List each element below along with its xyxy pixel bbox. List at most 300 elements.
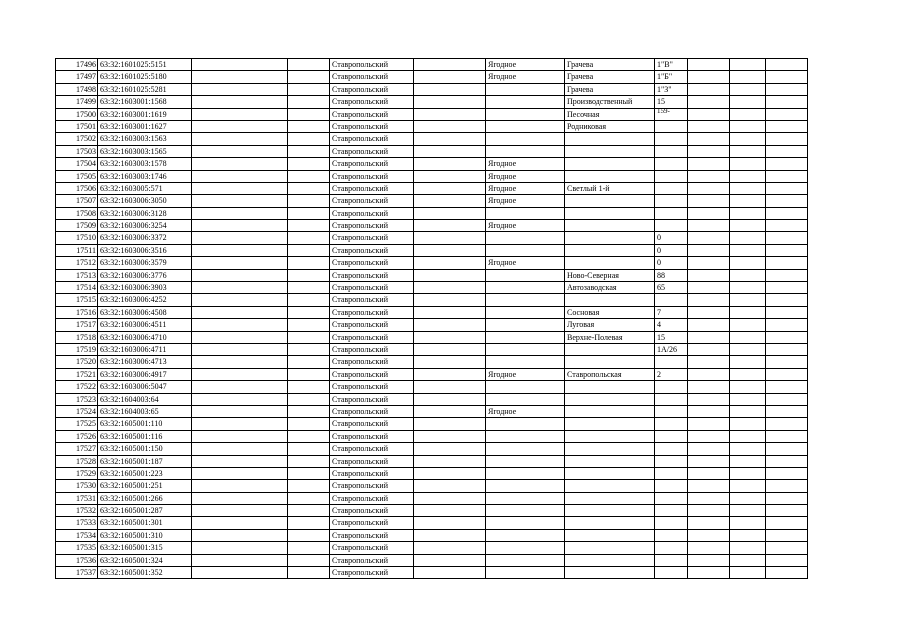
cadastral-number-cell: 63:32:1603006:4711 bbox=[98, 343, 192, 355]
cadastral-number-cell: 63:32:1605001:324 bbox=[98, 554, 192, 566]
row-number-cell: 17501 bbox=[56, 120, 98, 132]
empty-cell bbox=[730, 393, 766, 405]
cadastral-number-cell: 63:32:1603006:3516 bbox=[98, 244, 192, 256]
empty-cell bbox=[414, 108, 486, 120]
empty-cell bbox=[414, 343, 486, 355]
empty-cell bbox=[688, 418, 730, 430]
table-row bbox=[56, 554, 808, 566]
empty-cell bbox=[414, 244, 486, 256]
empty-cell bbox=[192, 443, 288, 455]
village-cell: Ягодное bbox=[486, 368, 565, 380]
empty-cell bbox=[730, 430, 766, 442]
empty-cell bbox=[730, 405, 766, 417]
empty-cell bbox=[414, 232, 486, 244]
street-cell bbox=[565, 443, 655, 455]
cadastral-number-cell: 63:32:1605001:116 bbox=[98, 430, 192, 442]
village-cell bbox=[486, 356, 565, 368]
empty-cell bbox=[192, 343, 288, 355]
empty-cell bbox=[414, 443, 486, 455]
empty-cell bbox=[288, 381, 330, 393]
empty-cell bbox=[766, 120, 808, 132]
house-cell bbox=[655, 443, 688, 455]
street-cell bbox=[565, 430, 655, 442]
cadastral-number-cell: 63:32:1603001:1619 bbox=[98, 108, 192, 120]
row-number-cell: 17511 bbox=[56, 244, 98, 256]
empty-cell bbox=[730, 443, 766, 455]
empty-cell bbox=[288, 517, 330, 529]
row-number-cell: 17534 bbox=[56, 529, 98, 541]
table-row bbox=[56, 232, 808, 244]
table-row bbox=[56, 108, 808, 120]
empty-cell bbox=[688, 430, 730, 442]
street-cell bbox=[565, 492, 655, 504]
empty-cell bbox=[414, 517, 486, 529]
table-row bbox=[56, 71, 808, 83]
table-row bbox=[56, 158, 808, 170]
district-cell: Ставропольский bbox=[330, 108, 414, 120]
cadastral-number-cell: 63:32:1604003:65 bbox=[98, 405, 192, 417]
village-cell bbox=[486, 480, 565, 492]
empty-cell bbox=[414, 220, 486, 232]
row-number-cell: 17520 bbox=[56, 356, 98, 368]
empty-cell bbox=[730, 331, 766, 343]
row-number-cell: 17504 bbox=[56, 158, 98, 170]
table-row bbox=[56, 319, 808, 331]
empty-cell bbox=[414, 120, 486, 132]
district-cell: Ставропольский bbox=[330, 158, 414, 170]
house-cell bbox=[655, 393, 688, 405]
empty-cell bbox=[730, 542, 766, 554]
empty-cell bbox=[688, 120, 730, 132]
table-row bbox=[56, 430, 808, 442]
row-number-cell: 17498 bbox=[56, 83, 98, 95]
empty-cell bbox=[730, 257, 766, 269]
house-cell: 4 bbox=[655, 319, 688, 331]
empty-cell bbox=[192, 120, 288, 132]
row-number-cell: 17496 bbox=[56, 59, 98, 71]
cadastral-number-cell: 63:32:1603003:1746 bbox=[98, 170, 192, 182]
empty-cell bbox=[192, 220, 288, 232]
empty-cell bbox=[414, 182, 486, 194]
row-number-cell: 17525 bbox=[56, 418, 98, 430]
empty-cell bbox=[288, 207, 330, 219]
empty-cell bbox=[414, 71, 486, 83]
empty-cell bbox=[414, 393, 486, 405]
district-cell: Ставропольский bbox=[330, 133, 414, 145]
house-cell bbox=[655, 195, 688, 207]
empty-cell bbox=[730, 343, 766, 355]
empty-cell bbox=[414, 145, 486, 157]
district-cell: Ставропольский bbox=[330, 405, 414, 417]
cadastral-number-cell: 63:32:1605001:223 bbox=[98, 467, 192, 479]
empty-cell bbox=[414, 195, 486, 207]
district-cell: Ставропольский bbox=[330, 443, 414, 455]
village-cell bbox=[486, 319, 565, 331]
empty-cell bbox=[766, 505, 808, 517]
empty-cell bbox=[688, 207, 730, 219]
cadastral-number-cell: 63:32:1603003:1578 bbox=[98, 158, 192, 170]
street-cell bbox=[565, 467, 655, 479]
row-number-cell: 17529 bbox=[56, 467, 98, 479]
empty-cell bbox=[288, 467, 330, 479]
empty-cell bbox=[414, 269, 486, 281]
row-number-cell: 17524 bbox=[56, 405, 98, 417]
empty-cell bbox=[192, 331, 288, 343]
empty-cell bbox=[730, 492, 766, 504]
empty-cell bbox=[688, 480, 730, 492]
cadastral-number-cell: 63:32:1603006:3903 bbox=[98, 282, 192, 294]
empty-cell bbox=[192, 368, 288, 380]
street-cell: Производственный bbox=[565, 96, 655, 108]
empty-cell bbox=[414, 158, 486, 170]
empty-cell bbox=[730, 83, 766, 95]
empty-cell bbox=[192, 282, 288, 294]
village-cell bbox=[486, 381, 565, 393]
cadastral-number-cell: 63:32:1601025:5180 bbox=[98, 71, 192, 83]
empty-cell bbox=[288, 182, 330, 194]
cadastral-number-cell: 63:32:1603006:3776 bbox=[98, 269, 192, 281]
table-row bbox=[56, 207, 808, 219]
empty-cell bbox=[288, 108, 330, 120]
empty-cell bbox=[414, 331, 486, 343]
empty-cell bbox=[730, 306, 766, 318]
street-cell: Грачева bbox=[565, 71, 655, 83]
empty-cell bbox=[766, 405, 808, 417]
village-cell bbox=[486, 492, 565, 504]
empty-cell bbox=[288, 505, 330, 517]
empty-cell bbox=[192, 257, 288, 269]
district-cell: Ставропольский bbox=[330, 517, 414, 529]
empty-cell bbox=[288, 96, 330, 108]
cadastral-number-cell: 63:32:1603001:1568 bbox=[98, 96, 192, 108]
district-cell: Ставропольский bbox=[330, 71, 414, 83]
table-row bbox=[56, 505, 808, 517]
empty-cell bbox=[730, 108, 766, 120]
cadastral-number-cell: 63:32:1604003:64 bbox=[98, 393, 192, 405]
district-cell: Ставропольский bbox=[330, 529, 414, 541]
street-cell bbox=[565, 567, 655, 579]
empty-cell bbox=[730, 71, 766, 83]
table-row bbox=[56, 269, 808, 281]
empty-cell bbox=[288, 455, 330, 467]
street-cell bbox=[565, 381, 655, 393]
village-cell bbox=[486, 244, 565, 256]
house-cell bbox=[655, 182, 688, 194]
house-cell bbox=[655, 517, 688, 529]
row-number-cell: 17509 bbox=[56, 220, 98, 232]
empty-cell bbox=[192, 455, 288, 467]
empty-cell bbox=[414, 133, 486, 145]
district-cell: Ставропольский bbox=[330, 195, 414, 207]
village-cell bbox=[486, 207, 565, 219]
row-number-cell: 17507 bbox=[56, 195, 98, 207]
empty-cell bbox=[414, 430, 486, 442]
empty-cell bbox=[288, 59, 330, 71]
row-number-cell: 17521 bbox=[56, 368, 98, 380]
empty-cell bbox=[192, 517, 288, 529]
empty-cell bbox=[192, 356, 288, 368]
row-number-cell: 17528 bbox=[56, 455, 98, 467]
empty-cell bbox=[688, 393, 730, 405]
empty-cell bbox=[688, 368, 730, 380]
empty-cell bbox=[730, 158, 766, 170]
empty-cell bbox=[288, 368, 330, 380]
empty-cell bbox=[730, 455, 766, 467]
table-row bbox=[56, 133, 808, 145]
village-cell: Ягодное bbox=[486, 405, 565, 417]
street-cell bbox=[565, 195, 655, 207]
empty-cell bbox=[688, 467, 730, 479]
house-cell bbox=[655, 480, 688, 492]
empty-cell bbox=[766, 83, 808, 95]
empty-cell bbox=[766, 195, 808, 207]
empty-cell bbox=[688, 331, 730, 343]
empty-cell bbox=[688, 319, 730, 331]
row-number-cell: 17527 bbox=[56, 443, 98, 455]
village-cell bbox=[486, 120, 565, 132]
row-number-cell: 17533 bbox=[56, 517, 98, 529]
empty-cell bbox=[730, 120, 766, 132]
empty-cell bbox=[288, 257, 330, 269]
house-cell bbox=[655, 554, 688, 566]
street-cell bbox=[565, 244, 655, 256]
data-table bbox=[55, 58, 808, 579]
empty-cell bbox=[766, 393, 808, 405]
empty-cell bbox=[414, 405, 486, 417]
empty-cell bbox=[192, 306, 288, 318]
cadastral-number-cell: 63:32:1601025:5151 bbox=[98, 59, 192, 71]
district-cell: Ставропольский bbox=[330, 170, 414, 182]
row-number-cell: 17516 bbox=[56, 306, 98, 318]
empty-cell bbox=[766, 257, 808, 269]
table-row bbox=[56, 282, 808, 294]
empty-cell bbox=[414, 282, 486, 294]
row-number-cell: 17523 bbox=[56, 393, 98, 405]
empty-cell bbox=[288, 232, 330, 244]
empty-cell bbox=[766, 133, 808, 145]
district-cell: Ставропольский bbox=[330, 356, 414, 368]
empty-cell bbox=[288, 71, 330, 83]
empty-cell bbox=[288, 554, 330, 566]
empty-cell bbox=[688, 405, 730, 417]
empty-cell bbox=[192, 294, 288, 306]
district-cell: Ставропольский bbox=[330, 269, 414, 281]
district-cell: Ставропольский bbox=[330, 343, 414, 355]
village-cell bbox=[486, 294, 565, 306]
district-cell: Ставропольский bbox=[330, 368, 414, 380]
empty-cell bbox=[688, 195, 730, 207]
empty-cell bbox=[766, 170, 808, 182]
house-cell bbox=[655, 207, 688, 219]
table-body bbox=[56, 59, 808, 579]
house-cell bbox=[655, 405, 688, 417]
district-cell: Ставропольский bbox=[330, 207, 414, 219]
table-row bbox=[56, 294, 808, 306]
empty-cell bbox=[766, 244, 808, 256]
empty-cell bbox=[766, 418, 808, 430]
empty-cell bbox=[288, 319, 330, 331]
house-cell bbox=[655, 158, 688, 170]
empty-cell bbox=[688, 83, 730, 95]
empty-cell bbox=[192, 467, 288, 479]
empty-cell bbox=[730, 133, 766, 145]
street-cell bbox=[565, 393, 655, 405]
empty-cell bbox=[414, 59, 486, 71]
empty-cell bbox=[766, 492, 808, 504]
empty-cell bbox=[766, 182, 808, 194]
empty-cell bbox=[192, 232, 288, 244]
district-cell: Ставропольский bbox=[330, 393, 414, 405]
street-cell bbox=[565, 220, 655, 232]
street-cell bbox=[565, 356, 655, 368]
empty-cell bbox=[766, 232, 808, 244]
village-cell bbox=[486, 430, 565, 442]
district-cell: Ставропольский bbox=[330, 455, 414, 467]
row-number-cell: 17508 bbox=[56, 207, 98, 219]
empty-cell bbox=[288, 418, 330, 430]
table-row bbox=[56, 443, 808, 455]
village-cell bbox=[486, 96, 565, 108]
district-cell: Ставропольский bbox=[330, 282, 414, 294]
table-row bbox=[56, 467, 808, 479]
empty-cell bbox=[730, 96, 766, 108]
empty-cell bbox=[730, 319, 766, 331]
empty-cell bbox=[730, 195, 766, 207]
cadastral-number-cell: 63:32:1603001:1627 bbox=[98, 120, 192, 132]
house-cell: 7 bbox=[655, 306, 688, 318]
house-cell bbox=[655, 492, 688, 504]
empty-cell bbox=[688, 443, 730, 455]
house-cell bbox=[655, 170, 688, 182]
empty-cell bbox=[730, 269, 766, 281]
table-row bbox=[56, 393, 808, 405]
street-cell bbox=[565, 405, 655, 417]
district-cell: Ставропольский bbox=[330, 83, 414, 95]
village-cell bbox=[486, 108, 565, 120]
district-cell: Ставропольский bbox=[330, 220, 414, 232]
empty-cell bbox=[688, 294, 730, 306]
village-cell: Ягодное bbox=[486, 59, 565, 71]
table-row bbox=[56, 182, 808, 194]
table-row bbox=[56, 567, 808, 579]
empty-cell bbox=[688, 96, 730, 108]
empty-cell bbox=[288, 492, 330, 504]
district-cell: Ставропольский bbox=[330, 331, 414, 343]
street-cell: Ново-Северная bbox=[565, 269, 655, 281]
street-cell: Грачева bbox=[565, 83, 655, 95]
row-number-cell: 17510 bbox=[56, 232, 98, 244]
empty-cell bbox=[688, 108, 730, 120]
empty-cell bbox=[766, 343, 808, 355]
empty-cell bbox=[688, 343, 730, 355]
empty-cell bbox=[730, 182, 766, 194]
village-cell bbox=[486, 567, 565, 579]
empty-cell bbox=[766, 306, 808, 318]
empty-cell bbox=[766, 294, 808, 306]
empty-cell bbox=[192, 207, 288, 219]
table-row bbox=[56, 356, 808, 368]
table-row bbox=[56, 418, 808, 430]
empty-cell bbox=[192, 529, 288, 541]
empty-cell bbox=[688, 220, 730, 232]
empty-cell bbox=[192, 480, 288, 492]
house-cell bbox=[655, 381, 688, 393]
table-row bbox=[56, 59, 808, 71]
empty-cell bbox=[688, 505, 730, 517]
empty-cell bbox=[730, 145, 766, 157]
empty-cell bbox=[192, 319, 288, 331]
empty-cell bbox=[414, 455, 486, 467]
district-cell: Ставропольский bbox=[330, 120, 414, 132]
empty-cell bbox=[730, 170, 766, 182]
cadastral-number-cell: 63:32:1605001:251 bbox=[98, 480, 192, 492]
empty-cell bbox=[766, 368, 808, 380]
empty-cell bbox=[730, 232, 766, 244]
empty-cell bbox=[766, 517, 808, 529]
street-cell: Светлый 1-й bbox=[565, 182, 655, 194]
village-cell bbox=[486, 517, 565, 529]
village-cell: Ягодное bbox=[486, 195, 565, 207]
empty-cell bbox=[688, 170, 730, 182]
house-cell: 15 bbox=[655, 331, 688, 343]
empty-cell bbox=[288, 282, 330, 294]
village-cell: Ягодное bbox=[486, 71, 565, 83]
empty-cell bbox=[766, 71, 808, 83]
empty-cell bbox=[766, 59, 808, 71]
empty-cell bbox=[688, 145, 730, 157]
empty-cell bbox=[288, 529, 330, 541]
empty-cell bbox=[730, 207, 766, 219]
street-cell bbox=[565, 170, 655, 182]
cadastral-number-cell: 63:32:1603006:5047 bbox=[98, 381, 192, 393]
empty-cell bbox=[766, 443, 808, 455]
empty-cell bbox=[192, 108, 288, 120]
village-cell bbox=[486, 83, 565, 95]
row-number-cell: 17500 bbox=[56, 108, 98, 120]
empty-cell bbox=[414, 170, 486, 182]
empty-cell bbox=[766, 96, 808, 108]
empty-cell bbox=[288, 393, 330, 405]
table-row bbox=[56, 343, 808, 355]
empty-cell bbox=[766, 356, 808, 368]
empty-cell bbox=[192, 83, 288, 95]
row-number-cell: 17506 bbox=[56, 182, 98, 194]
empty-cell bbox=[688, 257, 730, 269]
cadastral-number-cell: 63:32:1603006:3128 bbox=[98, 207, 192, 219]
empty-cell bbox=[192, 244, 288, 256]
empty-cell bbox=[688, 542, 730, 554]
empty-cell bbox=[730, 505, 766, 517]
village-cell: Ягодное bbox=[486, 158, 565, 170]
empty-cell bbox=[730, 381, 766, 393]
street-cell bbox=[565, 133, 655, 145]
row-number-cell: 17497 bbox=[56, 71, 98, 83]
empty-cell bbox=[192, 145, 288, 157]
empty-cell bbox=[414, 554, 486, 566]
district-cell: Ставропольский bbox=[330, 467, 414, 479]
empty-cell bbox=[414, 492, 486, 504]
village-cell bbox=[486, 455, 565, 467]
house-cell: 1А/26 bbox=[655, 343, 688, 355]
row-number-cell: 17530 bbox=[56, 480, 98, 492]
cadastral-number-cell: 63:32:1603006:4713 bbox=[98, 356, 192, 368]
cadastral-number-cell: 63:32:1603003:1565 bbox=[98, 145, 192, 157]
empty-cell bbox=[730, 517, 766, 529]
empty-cell bbox=[730, 282, 766, 294]
empty-cell bbox=[288, 145, 330, 157]
district-cell: Ставропольский bbox=[330, 96, 414, 108]
row-number-cell: 17513 bbox=[56, 269, 98, 281]
